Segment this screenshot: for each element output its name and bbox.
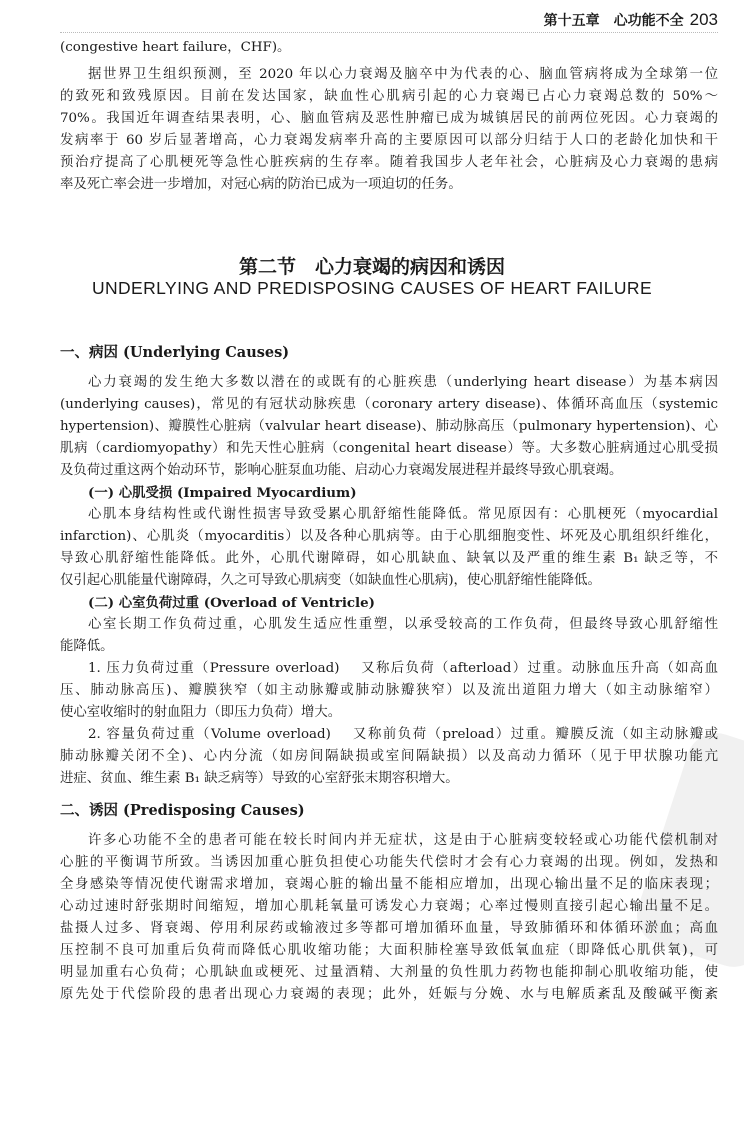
text-line: 许多心功能不全的患者可能在较长时间内并无症状，这是由于心脏病变较轻或心功能代偿机制对	[88, 833, 718, 848]
text-line: 明显加重右心负荷；心肌缺血或梗死、过量酒精、大剂量的负性肌力药物也能抑制心肌收缩功能，使	[60, 965, 718, 980]
text-line: 肌病（cardiomyopathy）和先天性心脏病（congenital heart disease）等。大多数心脏病通过心肌受损	[60, 441, 718, 456]
paragraph-epidemiology	[60, 64, 718, 196]
text-line: infarction)、心肌炎（myocarditis）以及各种心肌病等。由于心肌细胞变性、坏死及心肌组织纤维化，	[60, 529, 718, 544]
text-line: 心动过速时舒张期时间缩短，增加心肌耗氧量可诱发心力衰竭；心率过慢则直接引起心输出量不足。	[60, 899, 718, 914]
paragraph-overload	[60, 614, 718, 658]
text-line: (congestive heart failure，CHF)。	[60, 40, 291, 55]
section-title-en: UNDERLYING AND PREDISPOSING CAUSES OF HEART FAILURE	[91, 278, 653, 298]
text-line: 能降低。	[60, 639, 114, 654]
text-line: 率及死亡率会进一步增加，对冠心病的防治已成为一项迫切的任务。	[60, 177, 462, 192]
text-line: 盐摄人过多、肾衰竭、停用利尿药或输液过多等都可增加循环血量，导致肺循环和体循环淤血；高血	[60, 921, 718, 936]
text-line: 进症、贫血、维生素 B₁ 缺乏病等）导致的心室舒张末期容积增大。	[60, 771, 459, 786]
text-line: 心肌本身结构性或代谢性损害导致受累心肌舒缩性能降低。常见原因有：心肌梗死（myocardial	[88, 507, 718, 522]
text-line: 发病率于 60 岁后显著增高，心力衰竭发病率升高的主要原因可以部分归结于人口的老龄化加快和干	[60, 133, 718, 148]
text-line: 70%。我国近年调查结果表明，心、脑血管病及恶性肿瘤已成为城镇居民的前两位死因。心力衰竭的	[60, 111, 718, 126]
chapter-title: 第十五章 心功能不全	[543, 13, 684, 29]
heading-impaired-wrap	[60, 482, 718, 504]
heading-overload-wrap	[60, 592, 718, 614]
running-header	[544, 10, 718, 30]
heading-overload-ventricle: (二) 心室负荷过重 (Overload of Ventricle)	[88, 595, 375, 611]
paragraph-impaired	[60, 504, 718, 592]
text-line: hypertension)、瓣膜性心脏病（valvular heart disease)、肺动脉高压（pulmonary hypertension)、心	[60, 419, 718, 434]
text-line: 全身感染等情况使代谢需求增加，衰竭心脏的输出量不能相应增加，出现心输出量不足的临床表现；	[60, 877, 718, 892]
text-line: 据世界卫生组织预测，至 2020 年以心力衰竭及脑卒中为代表的心、脑血管病将成为全球第一位	[88, 67, 718, 82]
paragraph-volume-overload	[60, 724, 718, 790]
text-line: 心脏的平衡调节所致。当诱因加重心脏负担使心功能失代偿时才会有心力衰竭的出现。例如，发热和	[60, 855, 718, 870]
paragraph-pressure-overload	[60, 658, 718, 724]
paragraph-predisposing	[60, 830, 718, 1006]
text-line: 心力衰竭的发生绝大多数以潜在的或既有的心脏疾患（underlying heart disease）为基本病因	[88, 375, 718, 390]
intro-line	[60, 37, 718, 59]
text-line: 1. 压力负荷过重（Pressure overload) 又称后负荷（afterload）过重。动脉血压升高（如高血	[88, 661, 718, 676]
text-line: 使心室收缩时的射血阻力（即压力负荷）增大。	[60, 705, 342, 720]
heading-impaired-myocardium: (一) 心肌受损 (Impaired Myocardium)	[88, 485, 357, 501]
text-line: 原先处于代偿阶段的患者出现心力衰竭的表现；此外，妊娠与分娩、水与电解质紊乱及酸碱平衡紊	[60, 987, 718, 1002]
heading-underlying-causes: 一、病因 (Underlying Causes)	[60, 344, 290, 361]
text-line: 导致心肌舒缩性能降低。此外，心肌代谢障碍，如心肌缺血、缺氧以及严重的维生素 B₁ 缺乏等，不	[60, 551, 718, 566]
text-line: 的致死和致残原因。目前在发达国家，缺血性心肌病引起的心力衰竭已占心力衰竭总数的 50%～	[60, 89, 718, 104]
section-title-cn: 第二节 心力衰竭的病因和诱因	[238, 256, 505, 278]
text-line: 及负荷过重这两个始动环节，影响心脏泵血功能、启动心力衰竭发展进程并最终导致心肌衰竭。	[60, 463, 623, 478]
heading-predisposing-causes: 二、诱因 (Predisposing Causes)	[60, 802, 305, 819]
text-line: 压、肺动脉高压)、瓣膜狭窄（如主动脉瓣或肺动脉瓣狭窄）以及流出道阻力增大（如主动脉缩窄）	[60, 683, 718, 698]
page-number: 203	[689, 10, 718, 29]
text-line: 心室长期工作负荷过重，心肌发生适应性重塑，以承受较高的工作负荷，但最终导致心肌舒缩性	[88, 617, 718, 632]
header-rule	[60, 32, 718, 33]
text-line: 预治疗提高了心肌梗死等急性心脏疾病的生存率。随着我国步人老年社会，心脏病及心力衰竭的患病	[60, 155, 718, 170]
text-line: 压控制不良可加重后负荷而降低心肌收缩功能；大面积肺栓塞导致低氧血症（即降低心肌供氧)，可	[60, 943, 718, 958]
text-line: 2. 容量负荷过重（Volume overload) 又称前负荷（preload）过重。瓣膜反流（如主动脉瓣或	[88, 727, 718, 742]
text-line: 肺动脉瓣关闭不全)、心内分流（如房间隔缺损或室间隔缺损）以及高动力循环（见于甲状腺功能亢	[60, 749, 718, 764]
text-line: (underlying causes)，常见的有冠状动脉疾患（coronary artery disease)、体循环高血压（systemic	[60, 397, 718, 412]
text-line: 仅引起心肌能量代谢障碍，久之可导致心肌病变（如缺血性心肌病)，使心肌舒缩性能降低。	[60, 573, 601, 588]
paragraph-underlying	[60, 372, 718, 482]
